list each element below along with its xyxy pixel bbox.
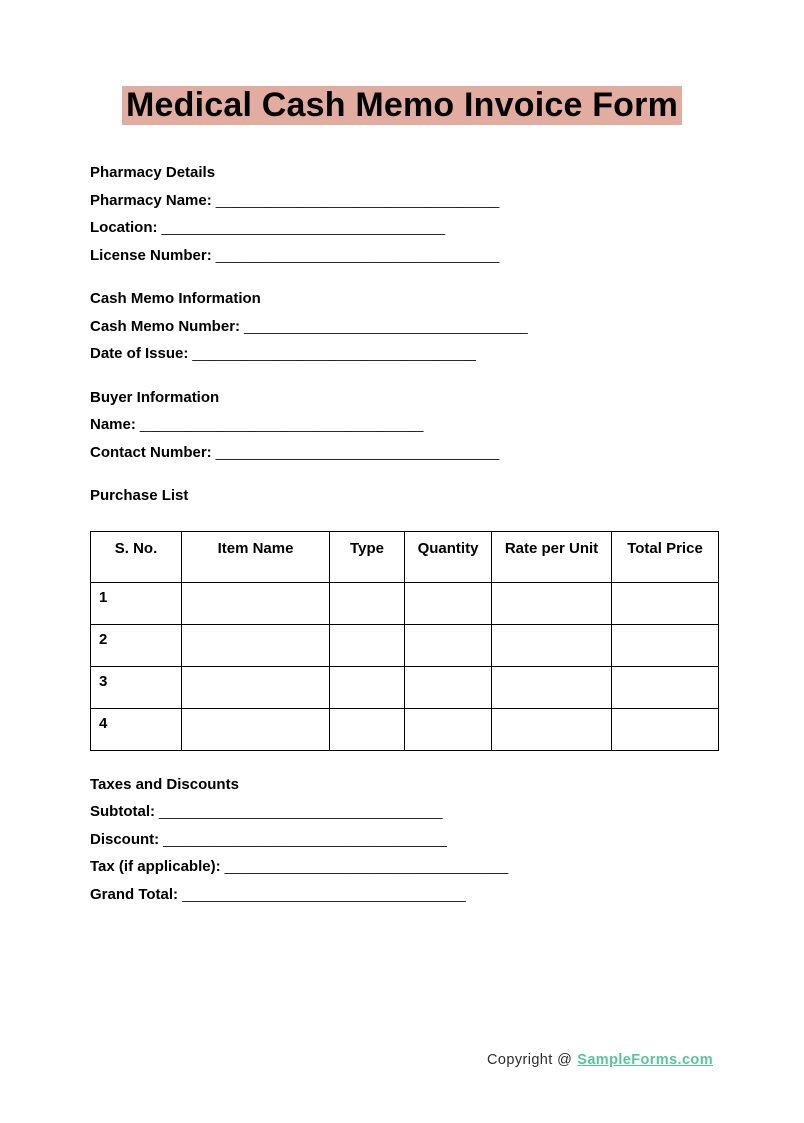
location-label: Location:: [90, 219, 158, 236]
form-body: [90, 159, 713, 908]
cell-total-price: [612, 666, 719, 708]
cell-type: [330, 624, 405, 666]
cell-type: [330, 708, 405, 750]
cell-s-no: 1: [91, 582, 182, 624]
pharmacy-name-label: Pharmacy Name:: [90, 191, 212, 209]
discount-blank-line: __________________________________: [163, 830, 447, 848]
cash-memo-information-heading: Cash Memo Information: [90, 290, 261, 307]
field-grand-total: [90, 881, 713, 909]
cell-item-name: [182, 624, 330, 666]
cell-s-no: 3: [91, 666, 182, 708]
cell-s-no: 4: [91, 708, 182, 750]
field-contact-number: [90, 439, 713, 467]
cell-type: [330, 666, 405, 708]
tax-blank-line: __________________________________: [224, 858, 509, 875]
license-number-label: License Number:: [90, 246, 212, 264]
copyright-text: Copyright @: [487, 1052, 573, 1068]
cash-memo-number-label: Cash Memo Number:: [90, 317, 241, 335]
cash-memo-number-blank-line: __________________________________: [244, 317, 528, 335]
cell-rate-per-unit: [492, 666, 612, 708]
section-purchase-list: [90, 482, 713, 751]
field-tax: [90, 853, 713, 881]
field-date-of-issue: [90, 340, 713, 368]
cell-rate-per-unit: [492, 624, 612, 666]
buyer-name-label: Name:: [90, 416, 136, 433]
cell-quantity: [405, 666, 492, 708]
cell-rate-per-unit: [492, 708, 612, 750]
table-row: [91, 582, 719, 624]
purchase-list-heading: Purchase List: [90, 487, 189, 504]
field-license-number: [90, 242, 713, 270]
cell-total-price: [612, 624, 719, 666]
cell-quantity: [405, 624, 492, 666]
section-pharmacy-details: [90, 159, 713, 269]
contact-number-label: Contact Number:: [90, 443, 212, 461]
grand-total-label: Grand Total:: [90, 885, 179, 903]
cell-quantity: [405, 582, 492, 624]
form-title: Medical Cash Memo Invoice Form: [122, 86, 682, 125]
field-cash-memo-number: [90, 313, 713, 341]
cell-total-price: [612, 708, 719, 750]
section-taxes-and-discounts: [90, 771, 713, 909]
footer: [487, 1052, 713, 1068]
sampleforms-link[interactable]: SampleForms.com: [577, 1052, 713, 1068]
location-blank-line: __________________________________: [161, 219, 446, 236]
pharmacy-name-blank-line: __________________________________: [215, 191, 500, 209]
table-row: [91, 666, 719, 708]
taxes-and-discounts-heading: Taxes and Discounts: [90, 775, 239, 793]
cell-type: [330, 582, 405, 624]
field-discount: [90, 826, 713, 854]
table-header-row: [91, 531, 719, 582]
subtotal-blank-line: __________________________________: [159, 803, 443, 820]
cell-item-name: [182, 582, 330, 624]
title-row: [0, 86, 804, 125]
table-row: [91, 624, 719, 666]
license-number-blank-line: __________________________________: [215, 246, 500, 264]
column-header-quantity: Quantity: [405, 531, 492, 582]
cell-item-name: [182, 708, 330, 750]
section-buyer-information: [90, 384, 713, 467]
contact-number-blank-line: __________________________________: [215, 443, 500, 461]
pharmacy-details-heading: Pharmacy Details: [90, 164, 216, 181]
subtotal-label: Subtotal:: [90, 803, 155, 820]
column-header-rate-per-unit: Rate per Unit: [492, 531, 612, 582]
cell-quantity: [405, 708, 492, 750]
cell-s-no: 2: [91, 624, 182, 666]
tax-label: Tax (if applicable):: [90, 858, 221, 875]
date-of-issue-blank-line: __________________________________: [192, 345, 476, 362]
buyer-name-blank-line: __________________________________: [139, 416, 424, 433]
section-cash-memo-information: [90, 285, 713, 368]
field-subtotal: [90, 798, 713, 826]
column-header-item-name: Item Name: [182, 531, 330, 582]
cell-item-name: [182, 666, 330, 708]
purchase-list-table: [90, 531, 719, 751]
field-location: [90, 214, 713, 242]
cell-total-price: [612, 582, 719, 624]
date-of-issue-label: Date of Issue:: [90, 345, 189, 362]
field-buyer-name: [90, 411, 713, 439]
column-header-type: Type: [330, 531, 405, 582]
buyer-information-heading: Buyer Information: [90, 388, 220, 406]
table-row: [91, 708, 719, 750]
cell-rate-per-unit: [492, 582, 612, 624]
discount-label: Discount:: [90, 830, 160, 848]
field-pharmacy-name: [90, 187, 713, 215]
column-header-total-price: Total Price: [612, 531, 719, 582]
grand-total-blank-line: __________________________________: [182, 885, 466, 903]
column-header-s-no: S. No.: [91, 531, 182, 582]
